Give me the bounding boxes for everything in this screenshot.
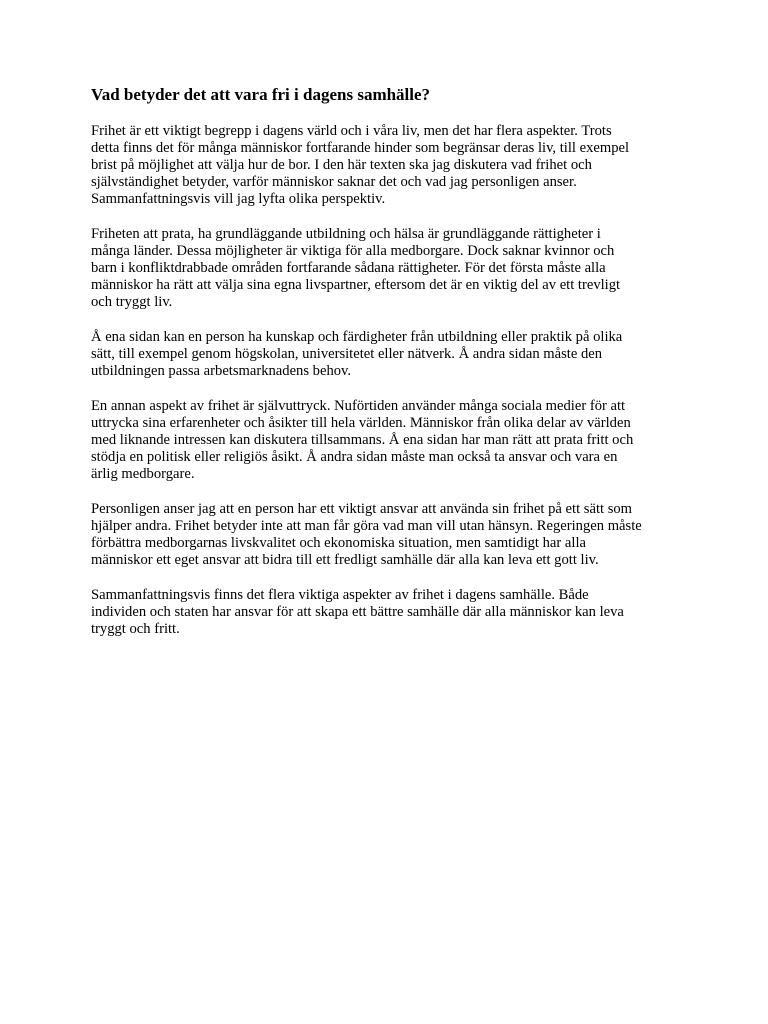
paragraph-introduction — [91, 123, 691, 208]
text-line: En annan aspekt av frihet är självuttryck. Nuförtiden använder många sociala medier för att — [91, 398, 626, 414]
text-line: människor ett eget ansvar att bidra till ett fredligt samhälle där alla kan leva ett gott liv. — [91, 552, 599, 568]
text-line: Å ena sidan kan en person ha kunskap och färdigheter från utbildning eller praktik på olika — [91, 329, 623, 345]
paragraph-conclusion — [91, 587, 691, 638]
text-line: uttrycka sina erfarenheter och åsikter till hela världen. Människor från olika delar av världen — [91, 415, 631, 431]
text-line: Friheten att prata, ha grundläggande utbildning och hälsa är grundläggande rättigheter i — [91, 226, 601, 242]
text-line: sätt, till exempel genom högskolan, universitetet eller nätverk. Å andra sidan måste den — [91, 346, 603, 362]
text-line: brist på möjlighet att välja hur de bor. I den här texten ska jag diskutera vad frihet och — [91, 157, 592, 173]
paragraph-personal-opinion — [91, 501, 691, 569]
document-body — [91, 84, 691, 656]
text-line: människor ha rätt att välja sina egna livspartner, eftersom det är en viktig del av ett trevligt — [91, 277, 621, 293]
text-line: tryggt och fritt. — [91, 621, 180, 637]
text-line: med liknande intressen kan diskutera tillsammans. Å ena sidan har man rätt att prata fritt och — [91, 432, 634, 448]
text-line: barn i konfliktdrabbade områden fortfarande sådana rättigheter. För det första måste alla — [91, 260, 606, 276]
text-line: stödja en politisk eller religiös åsikt. Å andra sidan måste man också ta ansvar och vara en — [91, 449, 618, 465]
text-line: ärlig medborgare. — [91, 466, 195, 482]
text-line: detta finns det för många människor fortfarande hinder som begränsar deras liv, till exempel — [91, 140, 630, 156]
paragraph-self-expression — [91, 398, 691, 483]
document-title: Vad betyder det att vara fri i dagens samhälle? — [91, 85, 431, 104]
text-line: Sammanfattningsvis finns det flera viktiga aspekter av frihet i dagens samhälle. Både — [91, 587, 589, 603]
paragraph-rights — [91, 226, 691, 311]
text-line: Frihet är ett viktigt begrepp i dagens värld och i våra liv, men det har flera aspekter. Trots — [91, 123, 612, 139]
paragraph-education — [91, 329, 691, 380]
text-line: många länder. Dessa möjligheter är viktiga för alla medborgare. Dock saknar kvinnor och — [91, 243, 615, 259]
text-line: och tryggt liv. — [91, 294, 173, 310]
text-line: Sammanfattningsvis vill jag lyfta olika perspektiv. — [91, 191, 386, 207]
text-line: hjälper andra. Frihet betyder inte att man får göra vad man vill utan hänsyn. Regeringen måste — [91, 518, 642, 534]
text-line: utbildningen passa arbetsmarknadens behov. — [91, 363, 352, 379]
text-line: förbättra medborgarnas livskvalitet och ekonomiska situation, men samtidigt har alla — [91, 535, 586, 551]
text-line: Personligen anser jag att en person har ett viktigt ansvar att använda sin frihet på ett sätt som — [91, 501, 633, 517]
text-line: individen och staten har ansvar för att skapa ett bättre samhälle där alla människor kan leva — [91, 604, 624, 620]
text-line: självständighet betyder, varför människor saknar det och vad jag personligen anser. — [91, 174, 577, 190]
